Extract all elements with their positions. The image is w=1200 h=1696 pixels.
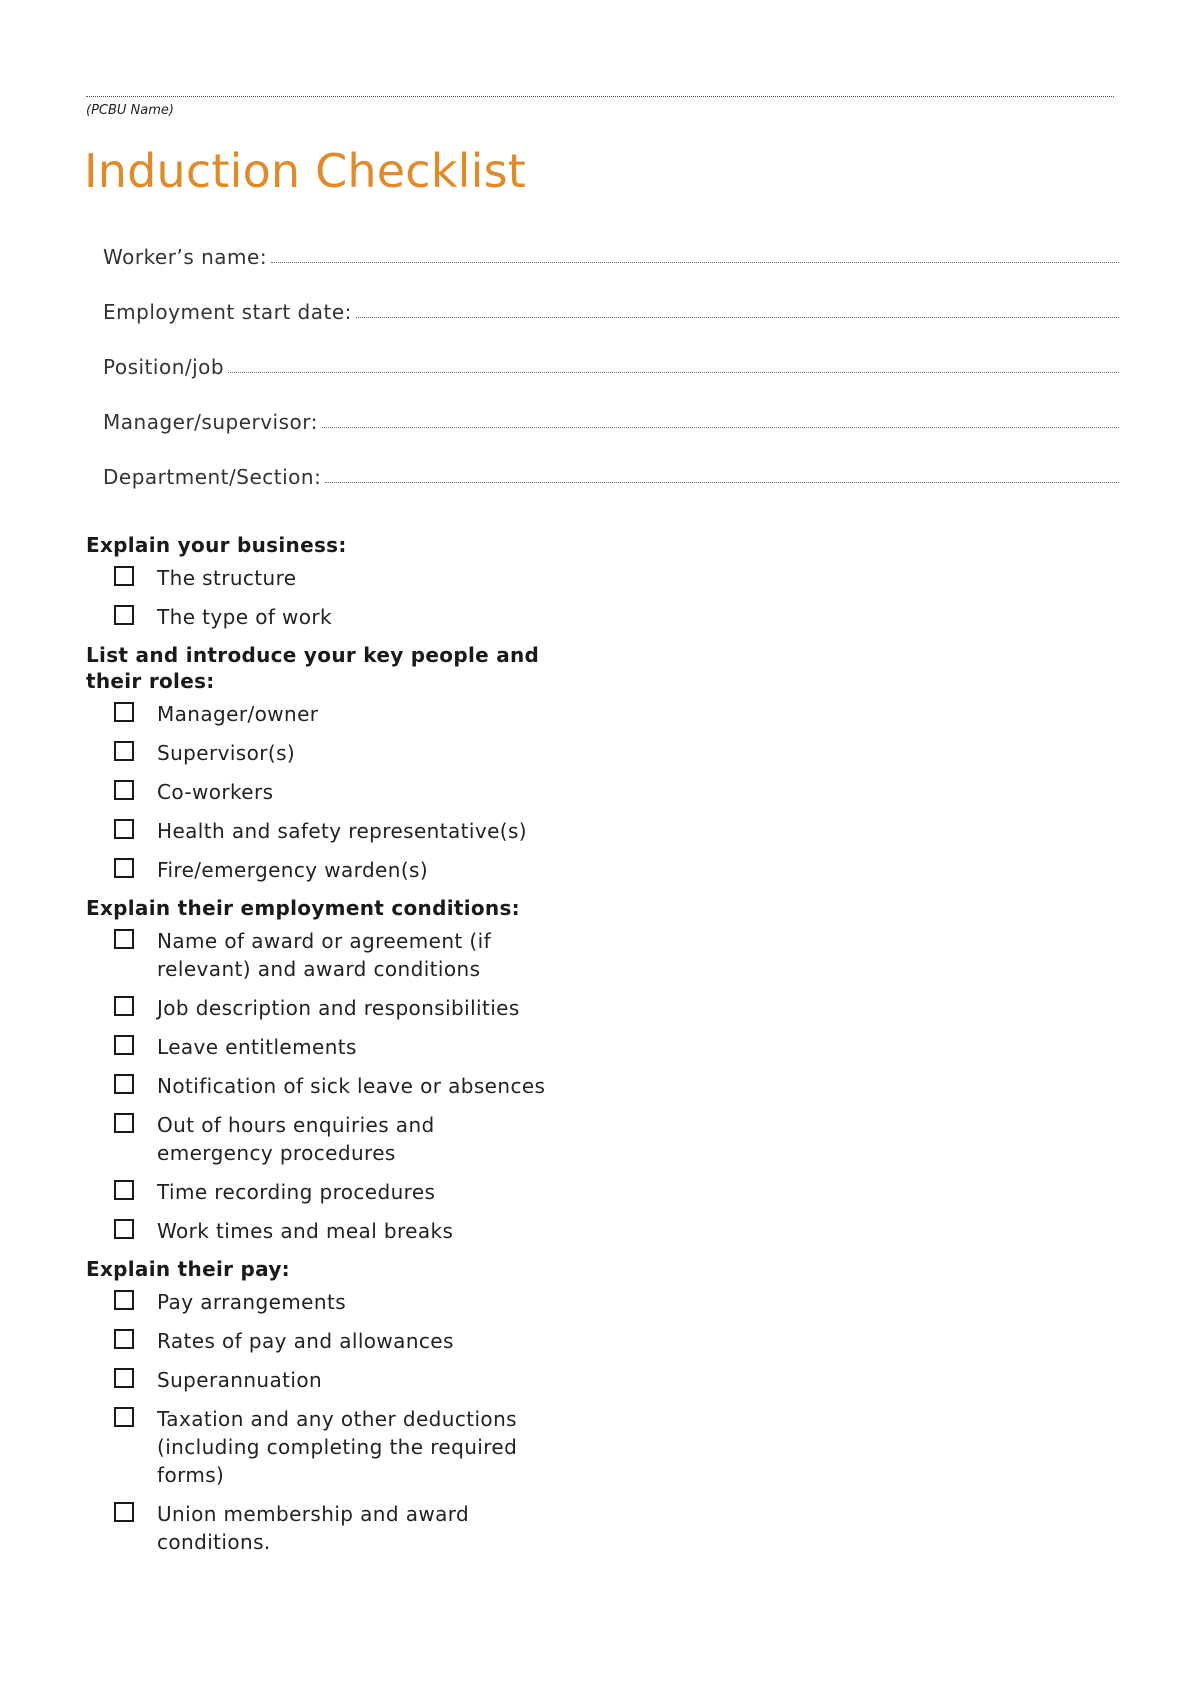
pcbu-name-line[interactable] — [86, 96, 1114, 97]
checklist-item-label: Union membership and award conditions. — [157, 1502, 470, 1554]
checkbox[interactable] — [114, 1407, 134, 1427]
checkbox[interactable] — [114, 996, 134, 1016]
checklist-section — [86, 642, 556, 884]
checkbox[interactable] — [114, 929, 134, 949]
section-heading: Explain your business: — [86, 533, 347, 557]
checklist-item — [114, 817, 556, 845]
checklist-item-label: Rates of pay and allowances — [157, 1329, 454, 1353]
checklist-item — [114, 739, 556, 767]
checklist-item — [114, 1111, 556, 1167]
checklist-item — [114, 700, 556, 728]
checklist-item-label: Work times and meal breaks — [157, 1219, 454, 1243]
checklist-item-label: Health and safety representative(s) — [157, 819, 528, 843]
checklist-item-label: Leave entitlements — [157, 1035, 357, 1059]
checklist-item — [114, 603, 556, 631]
checklist-item-label: Supervisor(s) — [157, 741, 296, 765]
checklist-item — [114, 1366, 556, 1394]
worker-details-fields — [103, 214, 1119, 489]
checklist-item-label: Taxation and any other deductions (including completing the required forms) — [157, 1407, 518, 1487]
checkbox[interactable] — [114, 1368, 134, 1388]
field-label: Manager/supervisor: — [103, 410, 318, 434]
field-workers-name — [103, 214, 1119, 269]
checklist-item — [114, 1072, 556, 1100]
checklist-item-label: Notification of sick leave or absences — [157, 1074, 546, 1098]
checklist-item — [114, 856, 556, 884]
checkbox[interactable] — [114, 858, 134, 878]
checkbox[interactable] — [114, 702, 134, 722]
checkbox[interactable] — [114, 819, 134, 839]
checklist-item — [114, 778, 556, 806]
field-employment-start-date — [103, 269, 1119, 324]
pcbu-name-label: (PCBU Name) — [86, 103, 174, 118]
checkbox[interactable] — [114, 566, 134, 586]
checkbox[interactable] — [114, 1035, 134, 1055]
checklist-section — [86, 1256, 556, 1556]
checklist-item — [114, 564, 556, 592]
checklist-item-label: Co-workers — [157, 780, 274, 804]
page-title: Induction Checklist — [84, 144, 526, 198]
checklist-item — [114, 1033, 556, 1061]
checkbox[interactable] — [114, 1180, 134, 1200]
checklist-item — [114, 1405, 556, 1489]
checklist-item-label: Out of hours enquiries and emergency procedures — [157, 1113, 435, 1165]
field-label: Worker’s name: — [103, 245, 268, 269]
induction-checklist — [86, 532, 556, 1567]
checkbox[interactable] — [114, 780, 134, 800]
checkbox[interactable] — [114, 605, 134, 625]
checkbox[interactable] — [114, 741, 134, 761]
checklist-item-label: Superannuation — [157, 1368, 323, 1392]
checkbox[interactable] — [114, 1219, 134, 1239]
checklist-item — [114, 1288, 556, 1316]
checklist-item — [114, 1217, 556, 1245]
field-label: Employment start date: — [103, 300, 352, 324]
checklist-item-label: The structure — [157, 566, 297, 590]
checklist-item — [114, 1327, 556, 1355]
checklist-item-label: Fire/emergency warden(s) — [157, 858, 429, 882]
section-heading: Explain their employment conditions: — [86, 896, 520, 920]
checklist-item-label: Time recording procedures — [157, 1180, 436, 1204]
checklist-section — [86, 895, 556, 1245]
section-heading: List and introduce your key people and their roles: — [86, 643, 540, 693]
checklist-item — [114, 927, 556, 983]
field-position-job — [103, 324, 1119, 379]
checklist-item — [114, 994, 556, 1022]
department-section-input-line[interactable] — [325, 481, 1119, 483]
position-job-input-line[interactable] — [228, 371, 1119, 373]
checkbox[interactable] — [114, 1074, 134, 1094]
employment-start-date-input-line[interactable] — [356, 316, 1119, 318]
field-department-section — [103, 434, 1119, 489]
workers-name-input-line[interactable] — [271, 261, 1119, 263]
checklist-item-label: Manager/owner — [157, 702, 319, 726]
checklist-section — [86, 532, 556, 631]
checklist-item — [114, 1178, 556, 1206]
checkbox[interactable] — [114, 1290, 134, 1310]
field-manager-supervisor — [103, 379, 1119, 434]
checklist-item-label: Job description and responsibilities — [157, 996, 520, 1020]
checklist-item-label: Pay arrangements — [157, 1290, 347, 1314]
checklist-item — [114, 1500, 556, 1556]
checkbox[interactable] — [114, 1329, 134, 1349]
field-label: Department/Section: — [103, 465, 322, 489]
field-label: Position/job — [103, 355, 225, 379]
checkbox[interactable] — [114, 1502, 134, 1522]
manager-supervisor-input-line[interactable] — [322, 426, 1119, 428]
checklist-item-label: Name of award or agreement (if relevant) and award conditions — [157, 929, 492, 981]
checkbox[interactable] — [114, 1113, 134, 1133]
checklist-item-label: The type of work — [157, 605, 333, 629]
section-heading: Explain their pay: — [86, 1257, 290, 1281]
